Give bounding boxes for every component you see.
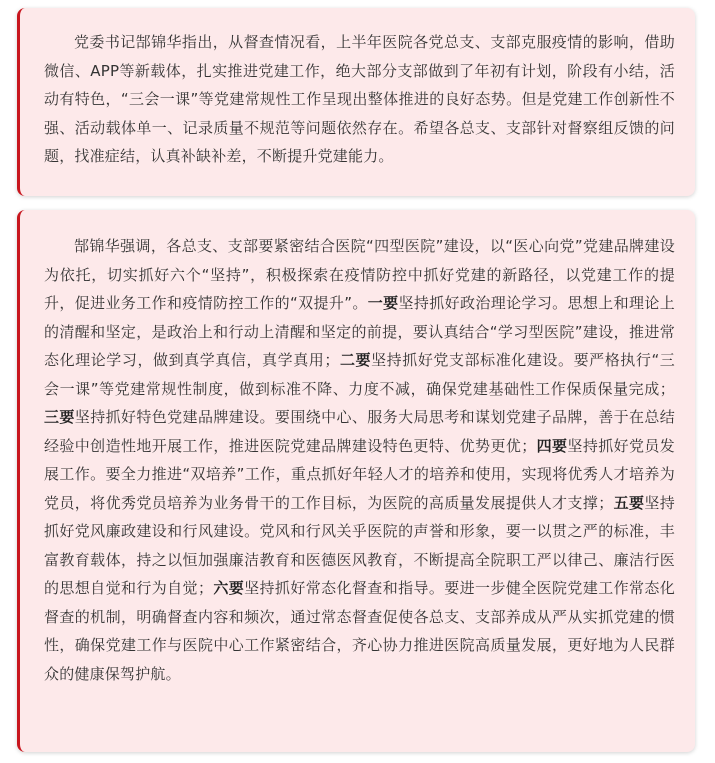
item-5-label: 五要 bbox=[613, 493, 645, 512]
item-2-text: 坚持抓好党支部标准化建设。要严格执行“三会一课”等党建常规性制度，做到标准不降、力度不减，确保党建基础性工作保质保量完成； bbox=[44, 351, 675, 398]
item-3-label: 三要 bbox=[44, 408, 75, 426]
item-4-label: 四要 bbox=[536, 436, 568, 455]
item-2-label: 二要 bbox=[339, 351, 372, 369]
paragraph-1: 党委书记郜锦华指出，从督查情况看，上半年医院各党总支、支部克服疫情的影响，借助微信、APP等新载体，扎实推进党建工作，绝大部分支部做到了年初有计划，阶段有小结，活动有特色，“三会一课”等党建常规性工作呈现出整体推进的良好态势。但是党建工作创新性不强、活动载体单一、记录质量不规范等问题依然存在。希望各总支、支部针对督察组反馈的问题，找准症结，认真补缺补差，不断提升党建能力。 bbox=[44, 33, 675, 165]
paragraph-2 bbox=[44, 232, 675, 688]
quote-card-2 bbox=[17, 210, 695, 752]
item-4-text: 坚持抓好党员发展工作。要全力推进“双培养”工作，重点抓好年轻人才的培养和使用，实现将优秀人才培养为党员，将优秀党员培养为业务骨干的工作目标，为医院的高质量发展提供人才支撑； bbox=[44, 436, 675, 512]
item-6-label: 六要 bbox=[213, 579, 245, 597]
item-3-text: 坚持抓好特色党建品牌建设。要围绕中心、服务大局思考和谋划党建子品牌，善于在总结经验中创造性地开展工作，推进医院党建品牌建设特色更特、优势更优； bbox=[44, 408, 675, 455]
item-1-text: 坚持抓好政治理论学习。思想上和理论上的清醒和坚定，是政治上和行动上清醒和坚定的前提，要认真结合“学习型医院”建设，推进常态化理论学习，做到真学真信，真学真用； bbox=[44, 294, 675, 369]
paragraph-2-intro: 郜锦华强调，各总支、支部要紧密结合医院“四型医院”建设，以“医心向党”党建品牌建设为依托，切实抓好六个“坚持”，积极探索在疫情防控中抓好党建的新路径，以党建工作的提升，促进业务工作和疫情防控工作的“双提升”。 bbox=[44, 237, 675, 312]
item-1-label: 一要 bbox=[367, 294, 399, 312]
quote-card-1 bbox=[17, 8, 695, 196]
item-6-text: 坚持抓好常态化督查和指导。要进一步健全医院党建工作常态化督查的机制，明确督查内容和频次，通过常态督查促使各总支、支部养成从严从实抓党建的惯性，确保党建工作与医院中心工作紧密结合，齐心协力推进医院高质量发展，更好地为人民群众的健康保驾护航。 bbox=[44, 579, 675, 683]
item-5-text: 坚持抓好党风廉政建设和行风建设。党风和行风关乎医院的声誉和形象，要一以贯之严的标准，丰富教育载体，持之以恒加强廉洁教育和医德医风教育，不断提高全院职工严以律己、廉洁行医的思想自觉和行为自觉； bbox=[44, 493, 676, 597]
